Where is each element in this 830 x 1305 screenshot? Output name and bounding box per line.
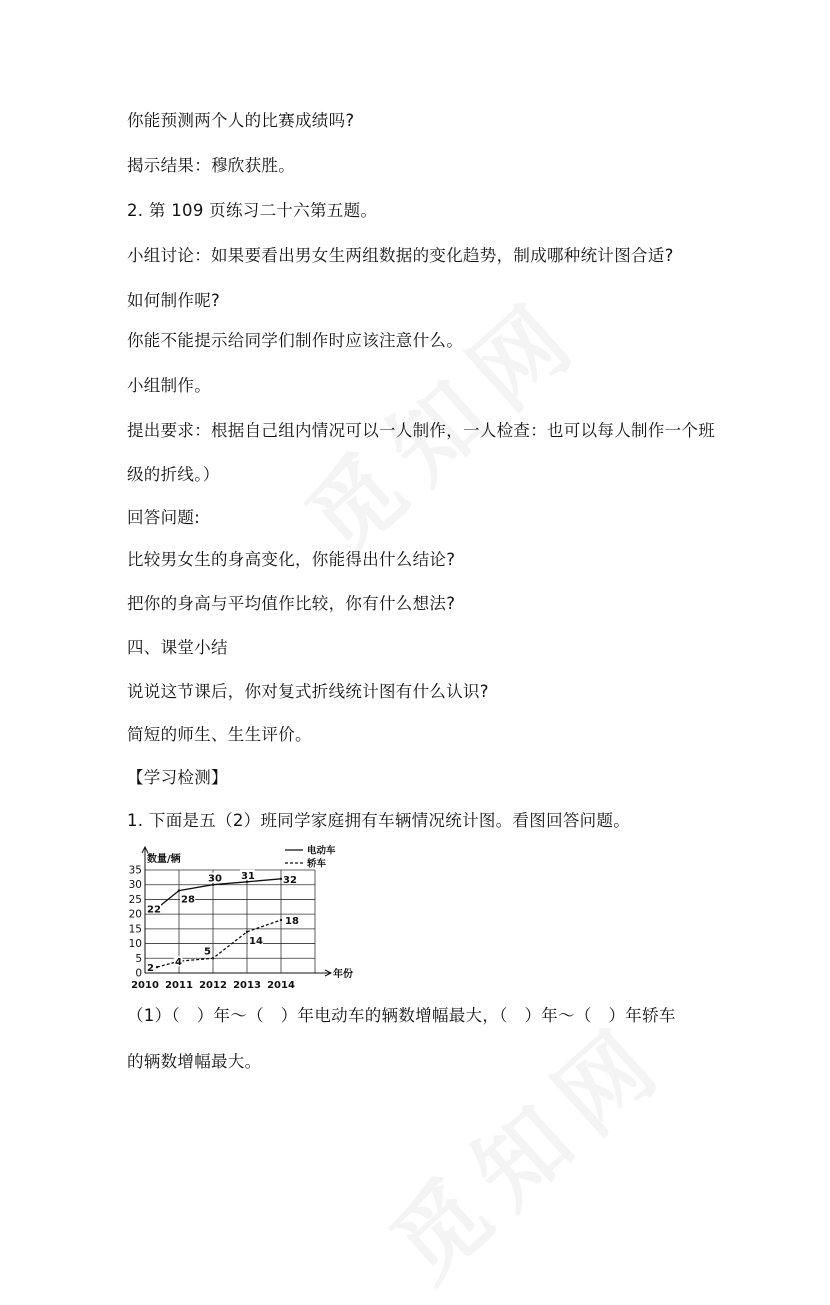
text-line: 如何制作呢? <box>127 291 221 310</box>
x-tick-label: 2013 <box>233 980 261 990</box>
data-point <box>212 957 214 959</box>
text-line: 的辆数增幅最大。 <box>127 1052 262 1071</box>
data-label: 30 <box>208 873 222 885</box>
data-label: 14 <box>249 935 263 947</box>
y-tick-label: 25 <box>128 893 142 906</box>
data-point <box>280 878 282 880</box>
text-line: 你能预测两个人的比赛成绩吗? <box>127 111 355 130</box>
data-label: 18 <box>285 916 299 928</box>
text-line: 级的折线。） <box>127 465 220 484</box>
data-point <box>246 931 248 933</box>
text-line: 四、课堂小结 <box>127 638 228 657</box>
data-point <box>280 919 282 921</box>
data-label: 2 <box>147 963 154 975</box>
text-line: 比较男女生的身高变化，你能得出什么结论? <box>127 550 456 569</box>
text-line: （1）（ ）年～（ ）年电动车的辆数增幅最大，（ ）年～（ ）年轿车 <box>127 1006 676 1025</box>
x-tick-label: 2011 <box>165 980 193 990</box>
watermark-text <box>358 987 692 1305</box>
y-tick-label: 10 <box>128 938 142 951</box>
x-tick-label: 2014 <box>267 980 295 990</box>
text-line: 回答问题: <box>127 508 201 527</box>
line-chart <box>126 840 356 990</box>
x-tick-label: 2010 <box>131 980 159 990</box>
text-line: 揭示结果：穆欣获胜。 <box>127 156 295 175</box>
text-line: 1. 下面是五（2）班同学家庭拥有车辆情况统计图。看图回答问题。 <box>127 811 631 830</box>
text-line: 小组讨论：如果要看出男女生两组数据的变化趋势，制成哪种统计图合适? <box>127 246 674 265</box>
legend-label: 电动车 <box>307 845 336 857</box>
text-line: 小组制作。 <box>127 376 211 395</box>
y-axis-label: 数量/辆 <box>147 854 181 865</box>
y-tick-label: 15 <box>128 923 142 936</box>
data-label: 5 <box>204 946 211 958</box>
data-point <box>156 966 158 968</box>
data-label: 28 <box>181 894 195 906</box>
text-line: 2. 第 109 页练习二十六第五题。 <box>127 201 378 220</box>
data-label: 31 <box>241 870 255 882</box>
data-point <box>178 889 180 891</box>
text-line: 简短的师生、生生评价。 <box>127 725 312 744</box>
y-tick-label: 35 <box>128 864 142 877</box>
legend-label: 轿车 <box>307 858 327 870</box>
x-tick-label: 2012 <box>199 980 227 990</box>
data-label: 32 <box>283 874 297 886</box>
y-tick-label: 30 <box>128 879 142 892</box>
y-tick-label: 0 <box>135 967 142 980</box>
text-line: 【学习检测】 <box>127 768 228 787</box>
y-tick-label: 5 <box>135 952 142 965</box>
text-line: 把你的身高与平均值作比较，你有什么想法? <box>127 594 456 613</box>
text-line: 说说这节课后，你对复式折线统计图有什么认识? <box>127 682 489 701</box>
x-axis-label: 年份 <box>333 969 353 980</box>
y-tick-label: 20 <box>128 908 142 921</box>
text-line: 你能不能提示给同学们制作时应该注意什么。 <box>127 331 463 350</box>
data-label: 22 <box>147 904 161 916</box>
text-line: 提出要求：根据自己组内情况可以一人制作，一人检查：也可以每人制作一个班 <box>127 421 715 440</box>
data-label: 4 <box>175 957 182 969</box>
